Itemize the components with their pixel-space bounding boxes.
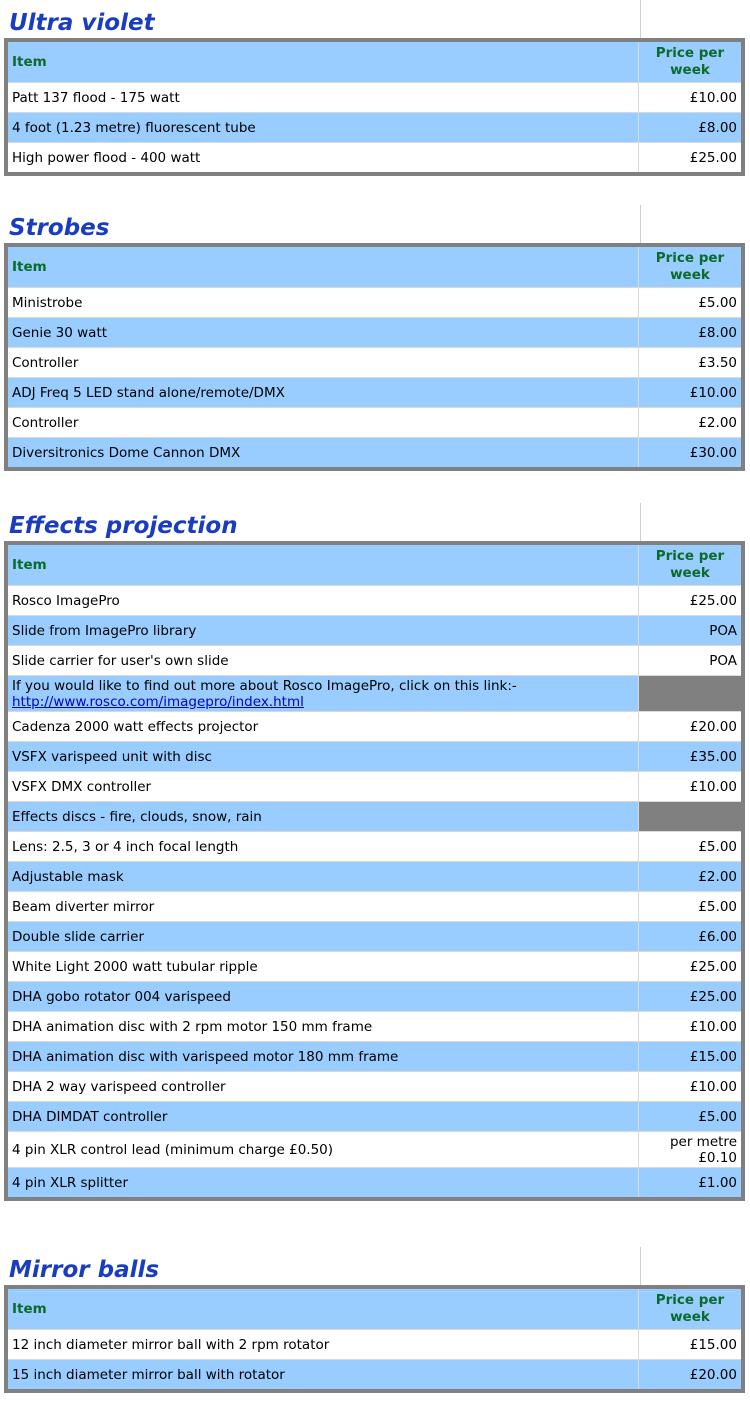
item-text: 4 pin XLR splitter bbox=[12, 1174, 129, 1191]
table-row bbox=[6, 113, 743, 143]
price-value: £25.00 bbox=[689, 149, 737, 166]
item-text: Rosco ImagePro bbox=[12, 592, 120, 609]
item-cell bbox=[6, 676, 638, 712]
item-text: Cadenza 2000 watt effects projector bbox=[12, 718, 259, 735]
price-cell bbox=[638, 772, 743, 802]
item-text: Patt 137 flood - 175 watt bbox=[12, 89, 180, 106]
table-row bbox=[6, 742, 743, 772]
price-value: £0.10 bbox=[698, 1149, 737, 1166]
item-cell bbox=[6, 113, 638, 143]
price-cell bbox=[638, 143, 743, 175]
price-value: £5.00 bbox=[698, 294, 737, 311]
price-value: £8.00 bbox=[698, 119, 737, 136]
item-cell bbox=[6, 892, 638, 922]
item-cell bbox=[6, 1072, 638, 1102]
price-cell bbox=[638, 802, 743, 832]
table-row bbox=[6, 288, 743, 318]
section-header bbox=[0, 205, 750, 243]
section-header bbox=[0, 0, 750, 38]
item-text: 4 foot (1.23 metre) fluorescent tube bbox=[12, 119, 256, 136]
column-header-price: Price per week bbox=[638, 245, 743, 288]
price-cell bbox=[638, 318, 743, 348]
item-text: Genie 30 watt bbox=[12, 324, 108, 341]
table-row bbox=[6, 1330, 743, 1360]
item-text: Slide from ImagePro library bbox=[12, 622, 197, 639]
price-cell bbox=[638, 742, 743, 772]
table-header-row bbox=[6, 543, 743, 586]
section-title: Ultra violet bbox=[9, 10, 155, 36]
price-value: £8.00 bbox=[698, 324, 737, 341]
price-value: £1.00 bbox=[698, 1174, 737, 1191]
price-cell bbox=[638, 712, 743, 742]
table-row bbox=[6, 712, 743, 742]
table-row bbox=[6, 832, 743, 862]
table-row bbox=[6, 408, 743, 438]
item-cell bbox=[6, 832, 638, 862]
price-cell bbox=[638, 982, 743, 1012]
item-cell bbox=[6, 862, 638, 892]
price-table-effects-projection bbox=[4, 541, 745, 1201]
table-header-row bbox=[6, 245, 743, 288]
price-cell bbox=[638, 1042, 743, 1072]
item-cell bbox=[6, 378, 638, 408]
column-header-item: Item bbox=[6, 245, 638, 288]
item-text: DHA 2 way varispeed controller bbox=[12, 1078, 226, 1095]
divider bbox=[640, 503, 641, 541]
item-text: ADJ Freq 5 LED stand alone/remote/DMX bbox=[12, 384, 285, 401]
price-cell bbox=[638, 1102, 743, 1132]
item-text: Controller bbox=[12, 414, 79, 431]
item-text: DHA DIMDAT controller bbox=[12, 1108, 168, 1125]
rosco-imagepro-link[interactable]: http://www.rosco.com/imagepro/index.html bbox=[12, 693, 304, 710]
price-cell bbox=[638, 646, 743, 676]
table-row bbox=[6, 378, 743, 408]
item-cell bbox=[6, 408, 638, 438]
section-strobes bbox=[0, 205, 750, 471]
price-value: £35.00 bbox=[689, 748, 737, 765]
table-row bbox=[6, 982, 743, 1012]
item-text: Effects discs - fire, clouds, snow, rain bbox=[12, 808, 262, 825]
item-text: DHA animation disc with varispeed motor 180 mm frame bbox=[12, 1048, 399, 1065]
price-value: £20.00 bbox=[689, 718, 737, 735]
item-text: Lens: 2.5, 3 or 4 inch focal length bbox=[12, 838, 239, 855]
price-table-strobes bbox=[4, 243, 745, 471]
item-text: Beam diverter mirror bbox=[12, 898, 155, 915]
price-cell bbox=[638, 616, 743, 646]
section-title: Mirror balls bbox=[9, 1257, 160, 1283]
price-value: POA bbox=[709, 652, 737, 669]
column-header-item: Item bbox=[6, 1287, 638, 1330]
table-row bbox=[6, 802, 743, 832]
table-row bbox=[6, 1012, 743, 1042]
table-row bbox=[6, 646, 743, 676]
table-row bbox=[6, 1168, 743, 1200]
item-text: VSFX varispeed unit with disc bbox=[12, 748, 212, 765]
price-value: £3.50 bbox=[698, 354, 737, 371]
price-cell bbox=[638, 408, 743, 438]
table-row bbox=[6, 676, 743, 712]
table-row bbox=[6, 318, 743, 348]
item-cell bbox=[6, 1102, 638, 1132]
section-ultra-violet bbox=[0, 0, 750, 176]
price-cell bbox=[638, 1072, 743, 1102]
price-value: £5.00 bbox=[698, 838, 737, 855]
price-cell bbox=[638, 1360, 743, 1392]
price-value: £5.00 bbox=[698, 898, 737, 915]
table-row bbox=[6, 1042, 743, 1072]
item-text: 12 inch diameter mirror ball with 2 rpm rotator bbox=[12, 1336, 330, 1353]
item-cell bbox=[6, 1132, 638, 1168]
table-row bbox=[6, 438, 743, 470]
price-cell bbox=[638, 348, 743, 378]
price-value: £6.00 bbox=[698, 928, 737, 945]
table-row bbox=[6, 616, 743, 646]
price-table-ultra-violet bbox=[4, 38, 745, 176]
item-cell bbox=[6, 802, 638, 832]
price-value: £30.00 bbox=[689, 444, 737, 461]
table-row bbox=[6, 922, 743, 952]
column-header-item: Item bbox=[6, 40, 638, 83]
item-text: High power flood - 400 watt bbox=[12, 149, 201, 166]
price-cell bbox=[638, 83, 743, 113]
section-title: Effects projection bbox=[9, 513, 238, 539]
item-text: Diversitronics Dome Cannon DMX bbox=[12, 444, 241, 461]
price-value: £2.00 bbox=[698, 868, 737, 885]
price-cell bbox=[638, 832, 743, 862]
price-value: £20.00 bbox=[689, 1366, 737, 1383]
table-row bbox=[6, 892, 743, 922]
item-text: White Light 2000 watt tubular ripple bbox=[12, 958, 258, 975]
table-row bbox=[6, 1072, 743, 1102]
column-header-price: Price per week bbox=[638, 543, 743, 586]
price-value: £25.00 bbox=[689, 592, 737, 609]
item-cell bbox=[6, 318, 638, 348]
item-text: VSFX DMX controller bbox=[12, 778, 152, 795]
item-cell bbox=[6, 438, 638, 470]
item-cell bbox=[6, 646, 638, 676]
table-row bbox=[6, 1360, 743, 1392]
table-row bbox=[6, 772, 743, 802]
item-cell bbox=[6, 1330, 638, 1360]
price-value: £10.00 bbox=[689, 384, 737, 401]
table-row bbox=[6, 586, 743, 616]
table-header-row bbox=[6, 1287, 743, 1330]
column-header-price: Price per week bbox=[638, 40, 743, 83]
item-text: If you would like to find out more about Rosco ImagePro, click on this link:- bbox=[12, 677, 517, 694]
section-mirror-balls bbox=[0, 1247, 750, 1393]
table-row bbox=[6, 1132, 743, 1168]
table-row bbox=[6, 862, 743, 892]
item-cell bbox=[6, 1168, 638, 1200]
table-row bbox=[6, 952, 743, 982]
table-row bbox=[6, 83, 743, 113]
price-value: £25.00 bbox=[689, 988, 737, 1005]
price-cell bbox=[638, 1168, 743, 1200]
price-table-mirror-balls bbox=[4, 1285, 745, 1393]
table-row bbox=[6, 143, 743, 175]
price-value: £10.00 bbox=[689, 1078, 737, 1095]
price-unit: per metre bbox=[669, 1133, 737, 1150]
item-cell bbox=[6, 143, 638, 175]
section-header bbox=[0, 503, 750, 541]
table-row bbox=[6, 348, 743, 378]
price-cell bbox=[638, 952, 743, 982]
price-value: £10.00 bbox=[689, 89, 737, 106]
item-text: Adjustable mask bbox=[12, 868, 124, 885]
divider bbox=[640, 205, 641, 243]
section-header bbox=[0, 1247, 750, 1285]
item-cell bbox=[6, 1042, 638, 1072]
item-cell bbox=[6, 288, 638, 318]
price-cell bbox=[638, 862, 743, 892]
item-cell bbox=[6, 742, 638, 772]
item-cell bbox=[6, 712, 638, 742]
price-value: £15.00 bbox=[689, 1048, 737, 1065]
item-text: Ministrobe bbox=[12, 294, 83, 311]
table-header-row bbox=[6, 40, 743, 83]
item-cell bbox=[6, 616, 638, 646]
item-text: Controller bbox=[12, 354, 79, 371]
item-cell bbox=[6, 83, 638, 113]
price-cell bbox=[638, 922, 743, 952]
section-effects-projection bbox=[0, 503, 750, 1201]
item-cell bbox=[6, 1360, 638, 1392]
price-value: £10.00 bbox=[689, 778, 737, 795]
item-cell bbox=[6, 348, 638, 378]
price-value: £5.00 bbox=[698, 1108, 737, 1125]
item-cell bbox=[6, 982, 638, 1012]
item-text: Slide carrier for user's own slide bbox=[12, 652, 229, 669]
item-cell bbox=[6, 586, 638, 616]
divider bbox=[640, 1247, 641, 1285]
price-cell bbox=[638, 1012, 743, 1042]
price-cell bbox=[638, 1132, 743, 1168]
section-title: Strobes bbox=[9, 215, 110, 241]
item-cell bbox=[6, 952, 638, 982]
price-value: £10.00 bbox=[689, 1018, 737, 1035]
price-value: £2.00 bbox=[698, 414, 737, 431]
price-value: £25.00 bbox=[689, 958, 737, 975]
column-header-item: Item bbox=[6, 543, 638, 586]
price-cell bbox=[638, 378, 743, 408]
column-header-price: Price per week bbox=[638, 1287, 743, 1330]
price-cell bbox=[638, 586, 743, 616]
divider bbox=[640, 0, 641, 38]
item-cell bbox=[6, 1012, 638, 1042]
item-cell bbox=[6, 772, 638, 802]
item-text: DHA gobo rotator 004 varispeed bbox=[12, 988, 231, 1005]
table-row bbox=[6, 1102, 743, 1132]
price-cell bbox=[638, 113, 743, 143]
price-value: £15.00 bbox=[689, 1336, 737, 1353]
item-text: 15 inch diameter mirror ball with rotator bbox=[12, 1366, 285, 1383]
price-cell bbox=[638, 438, 743, 470]
item-text: DHA animation disc with 2 rpm motor 150 mm frame bbox=[12, 1018, 373, 1035]
price-cell bbox=[638, 1330, 743, 1360]
item-text: 4 pin XLR control lead (minimum charge £0.50) bbox=[12, 1141, 334, 1158]
item-text: Double slide carrier bbox=[12, 928, 144, 945]
price-cell bbox=[638, 676, 743, 712]
price-cell bbox=[638, 892, 743, 922]
item-cell bbox=[6, 922, 638, 952]
price-cell bbox=[638, 288, 743, 318]
price-value: POA bbox=[709, 622, 737, 639]
